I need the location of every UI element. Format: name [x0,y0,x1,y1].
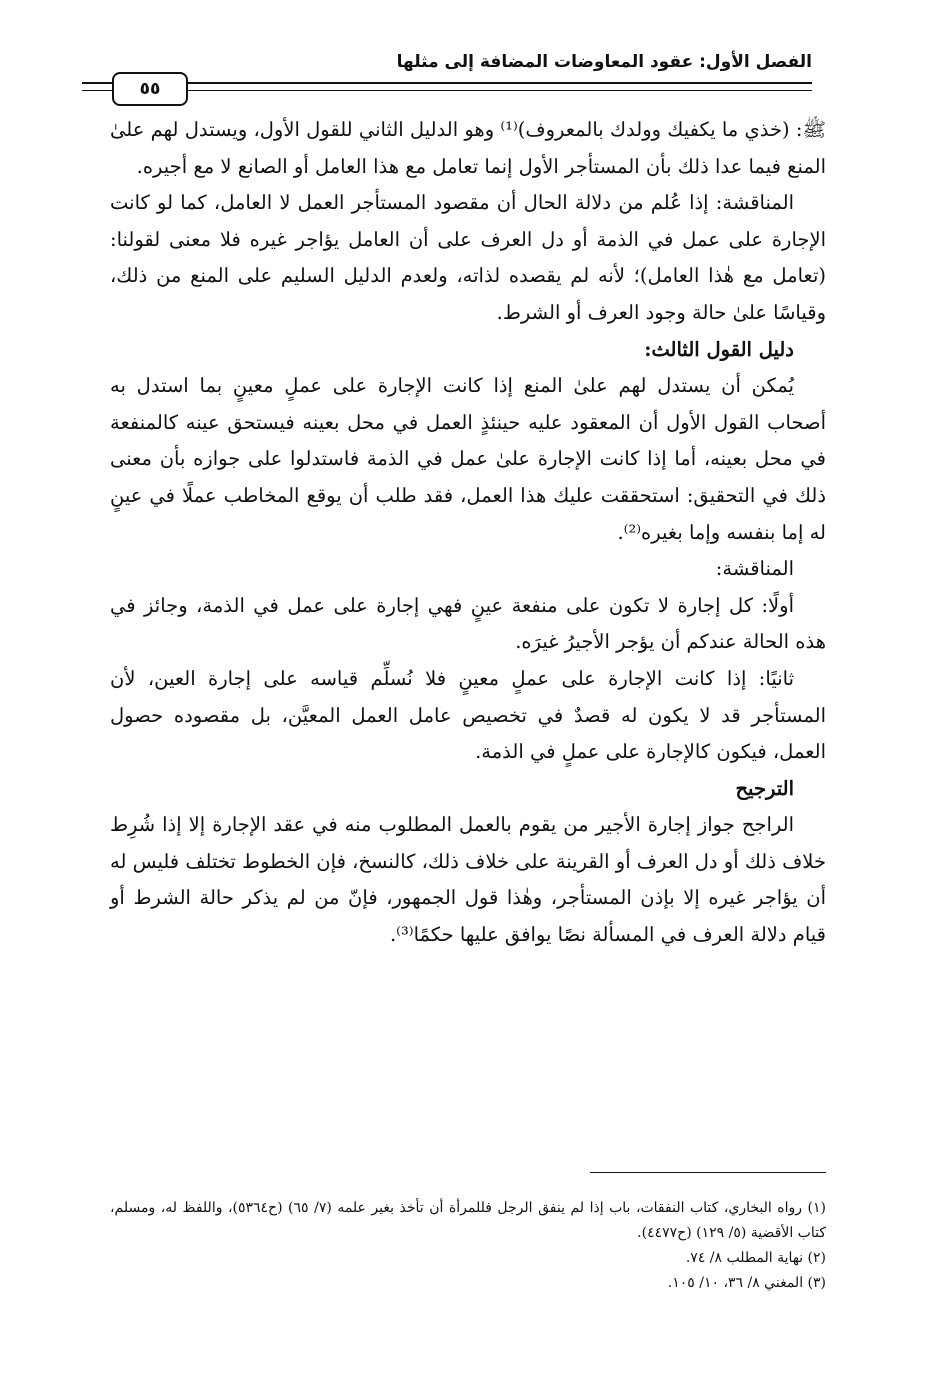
section-heading: الترجيح [735,776,794,800]
paragraph: ﷺ: (خذي ما يكفيك وولدك بالمعروف)⁽¹⁾ وهو الدليل الثاني للقول الأول، ويستدل لهم علىٰ المنع فيما عدا ذلك بأن المستأجر الأول إنما تعامل مع هذا العامل أو الصانع لا مع أجيره. [110,118,826,178]
paragraph: المناقشة: إذا عُلم من دلالة الحال أن مقصود المستأجر العمل لا العامل، كما لو كانت الإجارة على عمل في الذمة أو دل العرف على أن العامل يؤاجر غيره فلا معنى لقولنا: (تعامل مع هٰذا العامل)؛ لأنه لم يقصده لذاته، ولعدم الدليل السليم على المنع من ذلك، وقياسًا علىٰ حالة وجود العرف أو الشرط. [110,191,826,324]
footnotes [110,1196,826,1296]
page-number: ٥٥ [112,72,188,106]
header-rule [82,82,812,84]
paragraph: ثانيًا: إذا كانت الإجارة على عملٍ معينٍ فلا نُسلِّم قياسه على إجارة العين، لأن المستأجر قد لا يكون له قصدٌ في تخصيص عامل العمل المعيَّن، بل مقصوده حصول العمل، فيكون كالإجارة على عملٍ في الذمة. [110,666,826,764]
footnote: (٣) المغني ٨/ ٣٦، ١٠/ ١٠٥. [667,1275,826,1291]
paragraph: يُمكن أن يستدل لهم علىٰ المنع إذا كانت الإجارة على عملٍ معينٍ بما استدل به أصحاب القول الأول أن المعقود عليه حينئذٍ العمل في محل بعينه فيستحق عينه كالمنفعة في محل بعينه، أما إذا كانت الإجارة علىٰ عمل في الذمة فاستدلوا على جوازه بأن معنى ذلك في التحقيق: استحققت عليك هذا العمل، فقد طلب أن يوقع المخاطب عملًا في عينٍ له إما بنفسه وإما بغيره⁽²⁾. [110,374,826,544]
footnote-separator [590,1172,826,1173]
header-rule-thin [82,90,812,91]
footnote: (٢) نهاية المطلب ٨/ ٧٤. [685,1250,826,1266]
paragraph: الراجح جواز إجارة الأجير من يقوم بالعمل المطلوب منه في عقد الإجارة إلا إذا شُرِط خلاف ذلك أو دل العرف أو القرينة على خلاف ذلك، كالنسخ، فإن الخطوط تختلف فليس له أن يؤاجر غيره إلا بإذن المستأجر، وهٰذا قول الجمهور، فإنّ من لم يذكر حالة الشرط أو قيام دلالة العرف في المسألة نصًا يوافق عليها حكمًا⁽³⁾. [110,813,826,947]
running-header-title: الفصل الأول: عقود المعاوضات المضافة إلى مثلها [396,52,812,72]
footnote: (١) رواه البخاري، كتاب النفقات، باب إذا لم ينفق الرجل فللمرأة أن تأخذ بغير علمه (٧/ ٦٥) (ح٥٣٦٤)، واللفظ له، ومسلم، كتاب الأقضية (٥/ ١٢٩) (ح٤٤٧٧). [110,1200,826,1241]
paragraph: أولًا: كل إجارة لا تكون على منفعة عينٍ فهي إجارة على عمل في الذمة، وجائز في هذه الحالة عندكم أن يؤجر الأجيرُ غيرَه. [110,593,826,654]
section-heading: دليل القول الثالث: [644,337,794,361]
section-heading: المناقشة: [715,557,794,581]
main-text [110,112,826,954]
